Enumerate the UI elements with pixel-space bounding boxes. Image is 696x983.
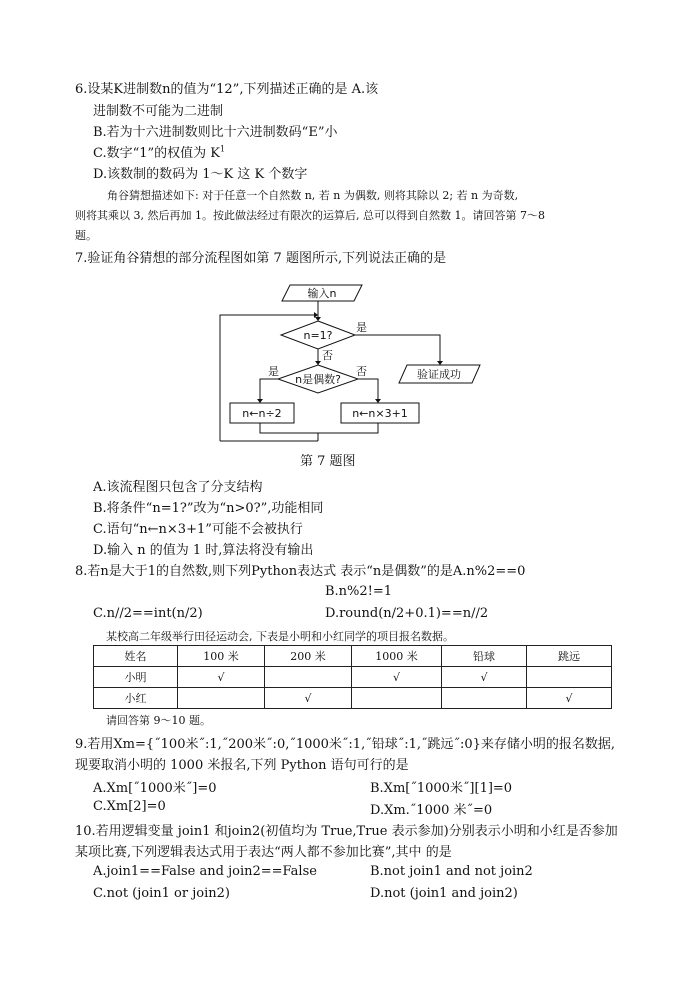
q8-option-c: C.n//2==int(n/2) [93, 606, 203, 621]
table-header-cell: 跳远 [527, 646, 612, 667]
q8-option-b: B.n%2!=1 [325, 584, 393, 599]
table-cell: √ [527, 688, 612, 709]
table-header-row [94, 646, 612, 667]
table-cell: √ [352, 667, 442, 688]
signup-table [93, 645, 612, 709]
table-row [94, 667, 612, 688]
fc-process-left-text: n←n÷2 [242, 407, 282, 420]
q7-option-b: B.将条件“n=1?”改为“n>0?”,功能相同 [93, 501, 324, 516]
table-cell [352, 688, 442, 709]
table-header-cell: 姓名 [94, 646, 178, 667]
table-cell: 小红 [94, 688, 178, 709]
fc-yes2-label: 是 [268, 365, 279, 378]
q8-stem: 8.若n是大于1的自然数,则下列Python表达式 表示“n是偶数”的是A.n%2==0 [75, 564, 526, 579]
q10-option-b: B.not join1 and not join2 [370, 864, 533, 879]
table-cell: √ [442, 667, 527, 688]
q7-figure-caption: 第 7 题图 [300, 454, 356, 469]
intro-7-8-line3: 题。 [75, 229, 97, 242]
intro-9-10-line1: 某校高二年级举行田径运动会, 下表是小明和小红同学的项目报名数据。 [106, 630, 454, 643]
q6-stem-line2: 进制数不可能为二进制 [93, 104, 224, 119]
table-cell [527, 667, 612, 688]
table-cell: 小明 [94, 667, 178, 688]
q9-stem-line2: 现要取消小明的 1000 米报名,下列 Python 语句可行的是 [75, 758, 409, 773]
table-header-cell: 铅球 [442, 646, 527, 667]
q6-stem-line1: 6.设某K进制数n的值为“12”,下列描述正确的是 A.该 [75, 82, 379, 97]
table-header-cell: 100 米 [178, 646, 265, 667]
q6-option-c: C.数字“1”的权值为 $K^1$ [93, 144, 226, 161]
q10-option-c: C.not (join1 or join2) [93, 886, 230, 901]
fc-input-text: 输入n [307, 287, 337, 300]
q7-flowchart [210, 273, 510, 443]
q10-stem-line1: 10.若用逻辑变量 join1 和join2(初值均为 True,True 表示参加)分别表示小明和小红是否参加 [75, 824, 618, 839]
table-cell [178, 688, 265, 709]
q7-stem: 7.验证角谷猜想的部分流程图如第 7 题图所示,下列说法正确的是 [75, 251, 447, 266]
fc-decision1-text: n=1? [303, 329, 333, 342]
table-cell: √ [265, 688, 352, 709]
table-header-cell: 200 米 [265, 646, 352, 667]
fc-process-right-text: n←n×3+1 [352, 407, 408, 420]
q10-option-a: A.join1==False and join2==False [93, 864, 317, 879]
fc-yes1-label: 是 [356, 321, 367, 334]
table-row [94, 688, 612, 709]
intro-9-10-after: 请回答第 9～10 题。 [106, 714, 211, 727]
fc-no2-label: 否 [356, 365, 367, 378]
table-cell [265, 667, 352, 688]
table-header-cell: 1000 米 [352, 646, 442, 667]
q9-stem-line1: 9.若用Xm={˝100米˝:1,˝200米˝:0,˝1000米˝:1,˝铅球˝:1,˝跳远˝:0}来存储小明的报名数据, [75, 737, 616, 752]
fc-no1-label: 否 [322, 349, 333, 362]
q6-option-c-superscript: 1 [220, 144, 226, 154]
q10-option-d: D.not (join1 and join2) [370, 886, 518, 901]
q9-option-c: C.Xm[2]=0 [93, 799, 166, 814]
q10-stem-line2: 某项比赛,下列逻辑表达式用于表达“两人都不参加比赛”,其中 的是 [75, 845, 452, 860]
q8-option-d: D.round(n/2+0.1)==n//2 [325, 606, 489, 621]
q9-option-b: B.Xm[˝1000米˝][1]=0 [370, 781, 513, 796]
table-cell [442, 688, 527, 709]
q7-option-d: D.输入 n 的值为 1 时,算法将没有输出 [93, 543, 314, 558]
fc-decision2-text: n是偶数? [295, 373, 341, 386]
q7-option-c: C.语句“n←n×3+1”可能不会被执行 [93, 522, 303, 537]
q9-option-d: D.Xm.˝1000 米˝=0 [370, 803, 493, 818]
intro-7-8-line1: 角谷猜想描述如下: 对于任意一个自然数 n, 若 n 为偶数, 则将其除以 2; 若 n 为奇数, [107, 189, 519, 202]
q9-option-a: A.Xm[˝1000米˝]=0 [93, 781, 217, 796]
table-cell: √ [178, 667, 265, 688]
q6-option-d: D.该数制的数码为 1～K 这 K 个数字 [93, 167, 308, 182]
q7-option-a: A.该流程图只包含了分支结构 [93, 480, 263, 495]
intro-7-8-line2: 则将其乘以 3, 然后再加 1。按此做法经过有限次的运算后, 总可以得到自然数 1。请回答第 7～8 [75, 209, 545, 222]
fc-output-text: 验证成功 [417, 368, 461, 381]
q6-option-b: B.若为十六进制数则比十六进制数码“E”小 [93, 125, 338, 140]
